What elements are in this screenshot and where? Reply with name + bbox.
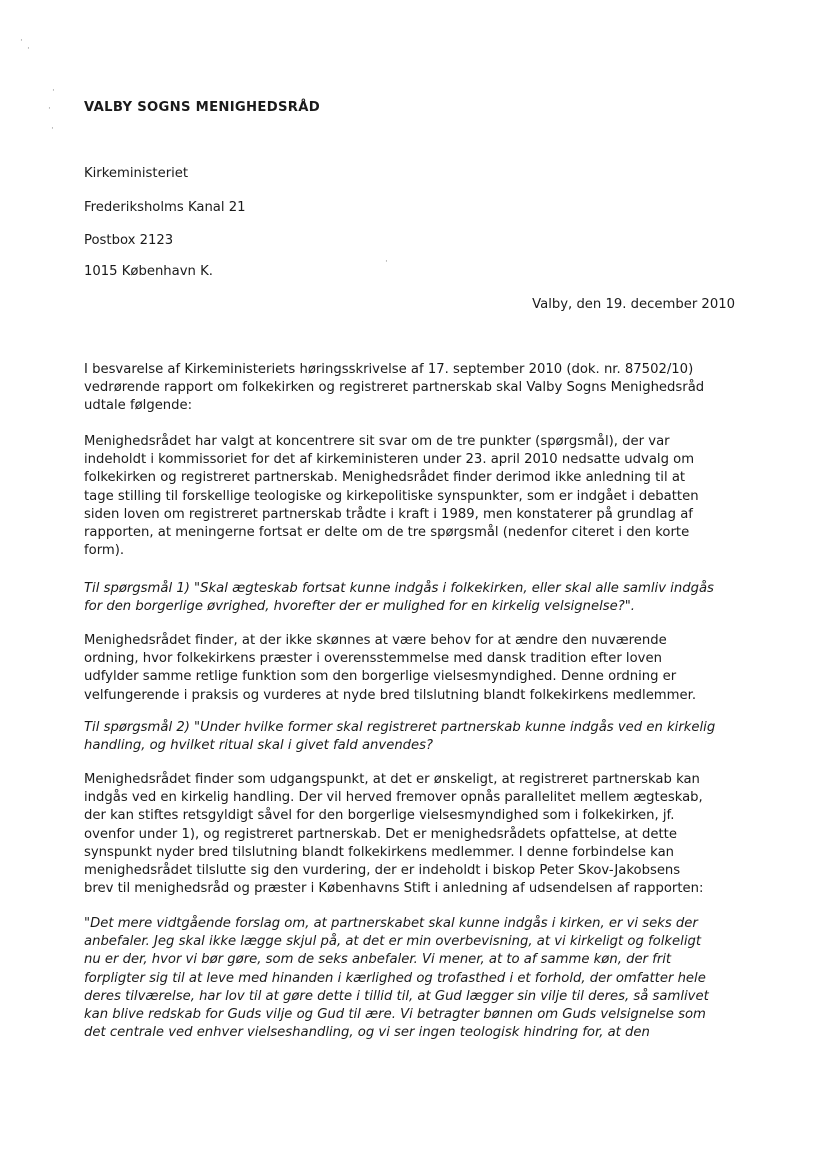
answer-1 [84, 632, 744, 705]
text-line: Menighedsrådet finder, at der ikke skønnes at være behov for at ændre den nuværende [84, 633, 667, 648]
text-line: indeholdt i kommissoriet for det af kirkeministeren under 23. april 2010 nedsatte udvalg om [84, 452, 695, 468]
text-line: ovenfor under 1), og registreret partnerskab. Det er menighedsrådets opfattelse, at dette [84, 826, 677, 842]
letter-date: Valby, den 19. december 2010 [532, 297, 735, 312]
text-line: I besvarelse af Kirkeministeriets høringsskrivelse af 17. september 2010 (dok. nr. 87502/10) [84, 362, 694, 377]
text-line: der kan stiftes retsgyldigt såvel for den borgerlige vielsesmyndighed som i folkekirken, jf. [84, 808, 675, 824]
text-line: tage stilling til forskellige teologiske og kirkepolitiske synspunkter, som er indgået i debatten [84, 488, 699, 504]
recipient-street: Frederiksholms Kanal 21 [84, 200, 246, 215]
scan-speck: · [27, 44, 30, 54]
text-line: "Det mere vidtgående forslag om, at partnerskabet skal kunne indgås i kirken, er vi seks der [84, 916, 698, 931]
text-line: udfylder samme retlige funktion som den borgerlige vielsesmyndighed. Denne ordning er [84, 669, 677, 685]
question-1 [84, 580, 744, 616]
text-line: folkekirken og registreret partnerskab. Menighedsrådet finder derimod ikke anledning til at [84, 470, 686, 486]
text-line: Til spørgsmål 1) "Skal ægteskab fortsat kunne indgås i folkekirken, eller skal alle samliv indgås [84, 581, 714, 596]
text-line: menighedsrådet tilslutte sig den vurdering, der er indeholdt i biskop Peter Skov-Jakobsens [84, 863, 681, 879]
text-line: deres tilværelse, har lov til at gøre dette i tillid til, at Gud lægger sin vilje til deres, så samlivet [84, 988, 709, 1004]
scan-speck: · [20, 36, 23, 46]
text-line: nu er der, hvor vi bør gøre, som de seks anbefaler. Vi mener, at to af samme køn, der frit [84, 952, 672, 968]
paragraph-intro [84, 361, 744, 416]
bishop-quote [84, 915, 744, 1042]
text-line: Menighedsrådet finder som udgangspunkt, at det er ønskeligt, at registreret partnerskab kan [84, 772, 700, 787]
scan-speck: · [385, 257, 388, 267]
text-line: Til spørgsmål 2) "Under hvilke former skal registreret partnerskab kunne indgås ved en kirkelig [84, 720, 716, 735]
text-line: det centrale ved enhver vielseshandling, og vi ser ingen teologisk hindring for, at den [84, 1025, 650, 1041]
scan-speck: · [52, 86, 55, 96]
text-line: rapporten, at meningerne fortsat er delte om de tre spørgsmål (nedenfor citeret i den korte [84, 525, 690, 541]
text-line: handling, og hvilket ritual skal i givet fald anvendes? [84, 738, 434, 754]
text-line: vedrørende rapport om folkekirken og registreret partnerskab skal Valby Sogns Menighedsråd [84, 380, 705, 396]
scan-speck: · [51, 124, 54, 134]
answer-2 [84, 771, 744, 898]
text-line: udtale følgende: [84, 398, 193, 414]
question-2 [84, 719, 744, 755]
text-line: kan blive redskab for Guds vilje og Gud til ære. Vi betragter bønnen om Guds velsignelse som [84, 1007, 706, 1023]
text-line: synspunkt nyder bred tilslutning blandt folkekirkens medlemmer. I denne forbindelse kan [84, 844, 675, 860]
recipient-city: 1015 København K. [84, 264, 213, 279]
text-line: siden loven om registreret partnerskab trådte i kraft i 1989, men konstaterer på grundlag af [84, 506, 693, 522]
council-heading: VALBY SOGNS MENIGHEDSRÅD [84, 100, 320, 115]
recipient-postbox: Postbox 2123 [84, 233, 174, 248]
text-line: ordning, hvor folkekirkens præster i overensstemmelse med dansk tradition efter loven [84, 651, 662, 667]
text-line: brev til menighedsråd og præster i Københavns Stift i anledning af udsendelsen af rapporten: [84, 881, 704, 897]
text-line: for den borgerlige øvrighed, hvorefter der er mulighed for en kirkelig velsignelse?". [84, 599, 635, 615]
text-line: anbefaler. Jeg skal ikke lægge skjul på, at det er min overbevisning, at vi kirkeligt og folkeligt [84, 934, 702, 950]
text-line: indgås ved en kirkelig handling. Der vil herved fremover opnås parallelitet mellem ægteskab, [84, 790, 703, 806]
text-line: Menighedsrådet har valgt at koncentrere sit svar om de tre punkter (spørgsmål), der var [84, 434, 670, 449]
text-line: form). [84, 543, 125, 559]
recipient-name: Kirkeministeriet [84, 166, 189, 181]
paragraph-scope [84, 433, 744, 560]
scan-speck: · [48, 104, 51, 114]
text-line: velfungerende i praksis og vurderes at nyde bred tilslutning blandt folkekirkens medlemmer. [84, 687, 697, 703]
text-line: forpligter sig til at leve med hinanden i kærlighed og trofasthed i et forhold, der omfatter hele [84, 970, 706, 986]
